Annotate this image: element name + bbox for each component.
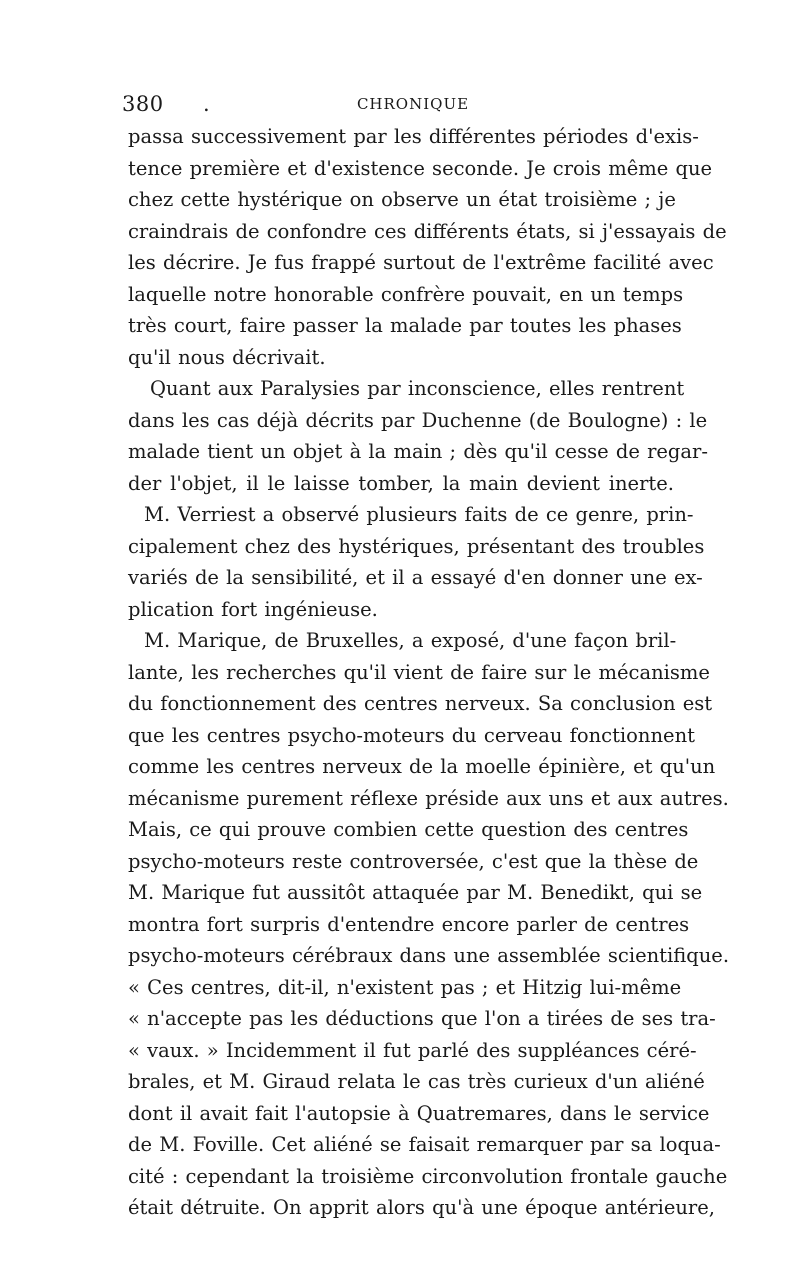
text-line: montra fort surpris d'entendre encore parler de centres [128, 912, 690, 936]
text-line: mécanisme purement réflexe préside aux uns et aux autres. [128, 786, 729, 810]
page-number: 380 [122, 92, 164, 116]
text-line: psycho-moteurs reste controversée, c'est que la thèse de [128, 849, 699, 873]
text-line: « Ces centres, dit-il, n'existent pas ; et Hitzig lui-même [128, 975, 682, 999]
text-line: M. Marique fut aussitôt attaquée par M. Benedikt, qui se [128, 881, 703, 904]
text-line: craindrais de confondre ces différents états, si j'essayais de [128, 219, 727, 243]
text-line: que les centres psycho-moteurs du cerveau fonctionnent [128, 723, 695, 747]
text-line: chez cette hystérique on observe un état troisième ; je [128, 188, 676, 211]
text-line: du fonctionnement des centres nerveux. Sa conclusion est [128, 692, 713, 715]
body-text [128, 121, 730, 1224]
text-line: laquelle notre honorable confrère pouvait, en un temps [128, 282, 684, 306]
paragraph-start-line: Quant aux Paralysies par inconscience, elles rentrent [150, 377, 685, 400]
text-line: plication fort ingénieuse. [128, 597, 378, 621]
text-line: passa successivement par les différentes périodes d'exis- [128, 125, 699, 148]
text-line: cité : cependant la troisième circonvolution frontale gauche [128, 1164, 728, 1188]
text-line: psycho-moteurs cérébraux dans une assemblée scientifique. [128, 944, 730, 967]
running-title: CHRONIQUE [356, 95, 470, 113]
text-line: comme les centres nerveux de la moelle épinière, et qu'un [128, 755, 716, 778]
text-line: les décrire. Je fus frappé surtout de l'extrême facilité avec [128, 251, 714, 274]
text-line: très court, faire passer la malade par toutes les phases [128, 314, 682, 337]
text-line: variés de la sensibilité, et il a essayé d'en donner une ex- [128, 566, 703, 589]
text-line: tence première et d'existence seconde. Je crois même que [128, 156, 713, 180]
text-line: brales, et M. Giraud relata le cas très curieux d'un aliéné [128, 1070, 705, 1093]
text-line: Mais, ce qui prouve combien cette question des centres [128, 818, 689, 841]
text-line: dans les cas déjà décrits par Duchenne (de Boulogne) : le [128, 408, 708, 432]
paragraph-start-line: M. Marique, de Bruxelles, a exposé, d'une façon bril- [144, 629, 677, 652]
text-line: lante, les recherches qu'il vient de faire sur le mécanisme [128, 660, 710, 684]
text-line: était détruite. On apprit alors qu'à une époque antérieure, [128, 1196, 715, 1219]
header-dot: . [203, 92, 210, 116]
text-line: de M. Foville. Cet aliéné se faisait remarquer par sa loqua- [128, 1133, 721, 1156]
text-line: der l'objet, il le laisse tomber, la main devient inerte. [128, 471, 674, 495]
running-head [122, 92, 674, 116]
text-line: « n'accepte pas les déductions que l'on a tirées de ses tra- [128, 1007, 716, 1030]
text-line: « vaux. » Incidemment il fut parlé des suppléances céré- [128, 1038, 697, 1062]
text-line: cipalement chez des hystériques, présentant des troubles [128, 534, 705, 558]
paragraph-start-line: M. Verriest a observé plusieurs faits de ce genre, prin- [144, 503, 694, 526]
text-line: malade tient un objet à la main ; dès qu'il cesse de regar- [128, 440, 708, 463]
text-line: qu'il nous décrivait. [128, 345, 326, 369]
text-line: dont il avait fait l'autopsie à Quatremares, dans le service [128, 1101, 710, 1125]
